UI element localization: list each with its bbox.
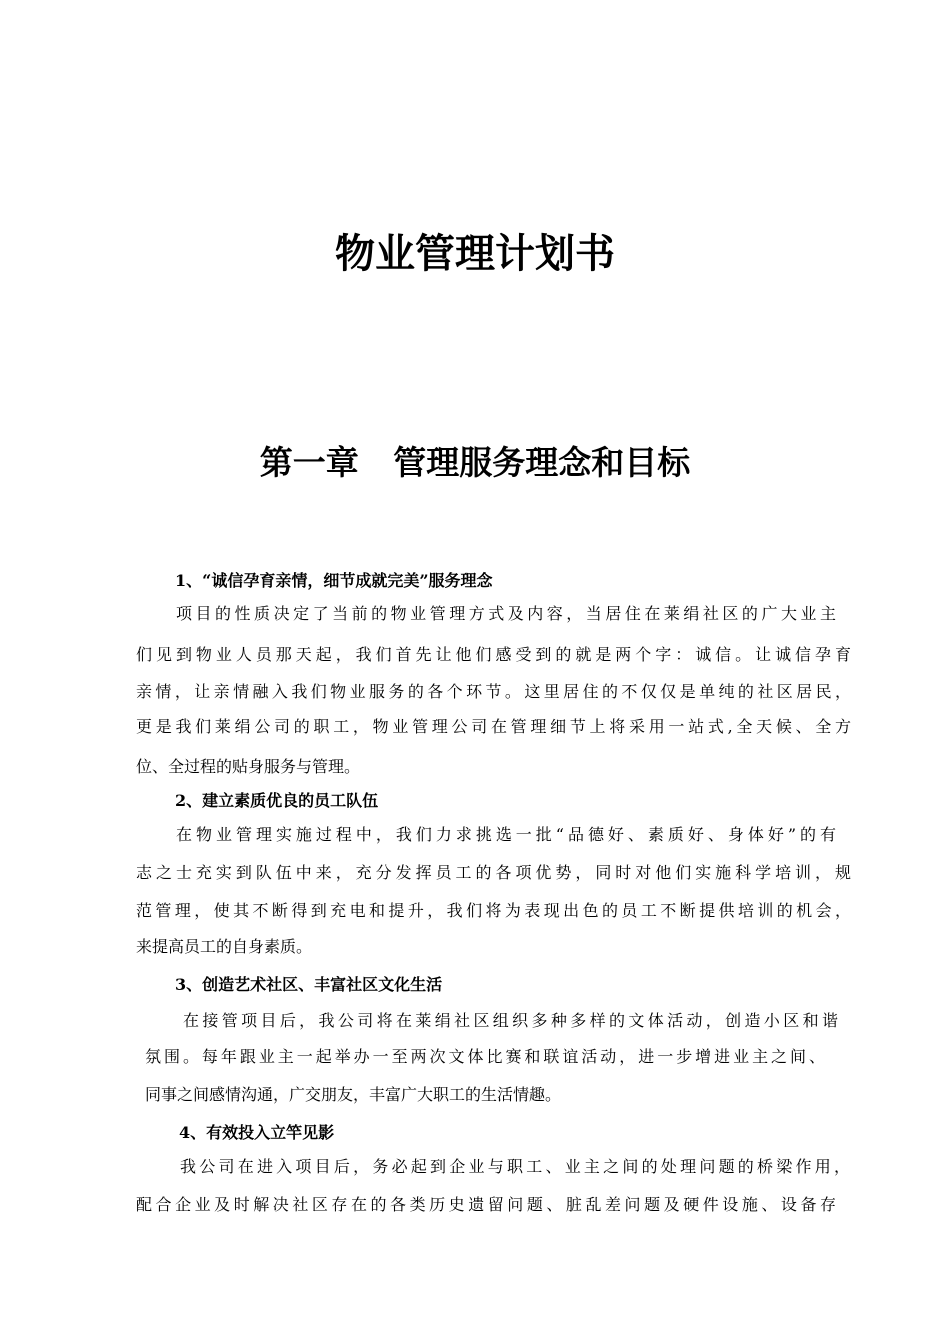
paragraph-line: 志之士充实到队伍中来，充分发挥员工的各项优势，同时对他们实施科学培训，规	[136, 863, 851, 882]
paragraph-line: 更是我们莱绢公司的职工，物业管理公司在管理细节上将采用一站式,全天候、全方	[136, 717, 851, 736]
section-heading: 1、“诚信孕育亲情，细节成就完美”服务理念	[175, 571, 493, 590]
paragraph-line: 位、全过程的贴身服务与管理。	[136, 757, 361, 776]
paragraph-line: 氛围。每年跟业主一起举办一至两次文体比赛和联谊活动，进一步增进业主之间、	[145, 1047, 825, 1066]
section-heading: 3、创造艺术社区、丰富社区文化生活	[175, 975, 443, 994]
paragraph-line: 同事之间感情沟通，广交朋友，丰富广大职工的生活情趣。	[145, 1085, 562, 1104]
paragraph-line: 在物业管理实施过程中，我们力求挑选一批“品德好、素质好、身体好”的有	[176, 825, 836, 844]
paragraph-line: 在接管项目后，我公司将在莱绢社区组织多种多样的文体活动，创造小区和谐	[183, 1011, 838, 1030]
paragraph-line: 配合企业及时解决社区存在的各类历史遗留问题、脏乱差问题及硬件设施、设备存	[136, 1195, 836, 1214]
paragraph-line: 项目的性质决定了当前的物业管理方式及内容，当居住在莱绢社区的广大业主	[176, 604, 836, 623]
document-title: 物业管理计划书	[335, 230, 615, 277]
section-heading: 4、有效投入立竿见影	[179, 1123, 335, 1142]
chapter-title: 第一章 管理服务理念和目标	[259, 443, 691, 482]
section-heading: 2、建立素质优良的员工队伍	[175, 791, 379, 810]
paragraph-line: 来提高员工的自身素质。	[136, 937, 313, 956]
paragraph-line: 范管理，使其不断得到充电和提升，我们将为表现出色的员工不断提供培训的机会，	[136, 901, 851, 920]
paragraph-line: 我公司在进入项目后，务必起到企业与职工、业主之间的处理问题的桥梁作用，	[180, 1157, 850, 1176]
paragraph-line: 亲情，让亲情融入我们物业服务的各个环节。这里居住的不仅仅是单纯的社区居民，	[136, 682, 851, 701]
paragraph-line: 们见到物业人员那天起，我们首先让他们感受到的就是两个字：诚信。让诚信孕育	[136, 645, 851, 664]
